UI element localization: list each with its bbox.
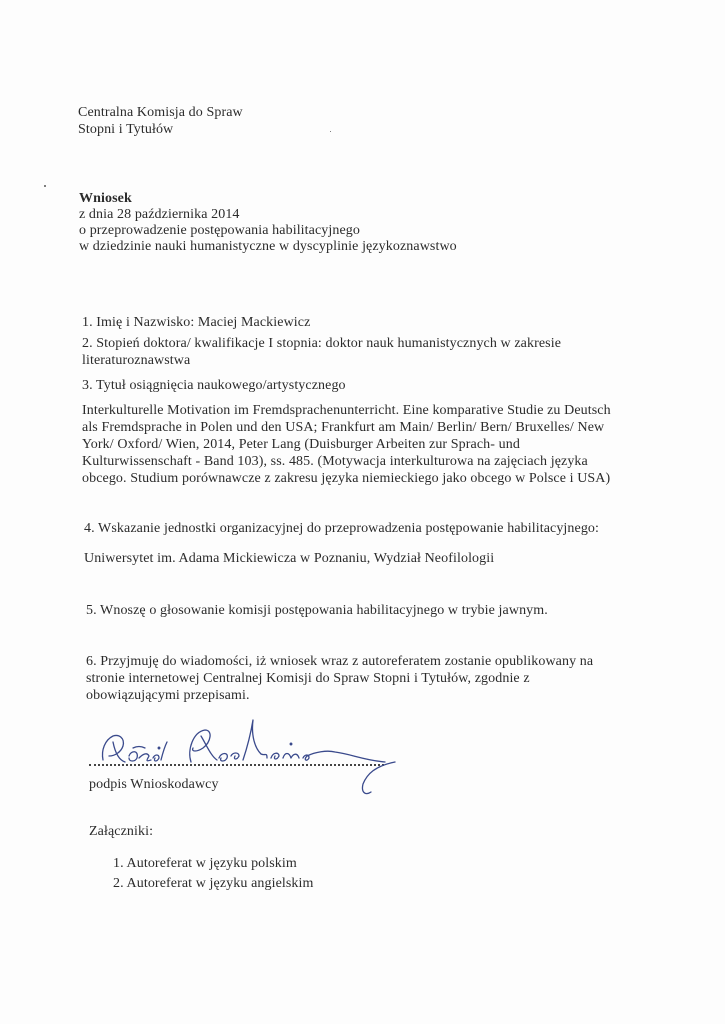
item-3-text-line-3: York/ Oxford/ Wien, 2014, Peter Lang (Duisburger Arbeiten zur Sprach- und — [82, 437, 520, 452]
item-6-line-3: obowiązującymi przepisami. — [86, 688, 250, 703]
document-title: Wniosek — [79, 191, 132, 206]
item-3-text-line-5: obcego. Studium porównawcze z zakresu języka niemieckiego jako obcego w Polsce i USA) — [82, 471, 611, 486]
recipient-line-2: Stopni i Tytułów — [78, 122, 174, 137]
item-3-text-line-4: Kulturwissenschaft - Band 103), ss. 485. (Motywacja interkulturowa na zajęciach języka — [82, 454, 588, 469]
item-6-line-1: 6. Przyjmuję do wiadomości, iż wniosek wraz z autoreferatem zostanie opublikowany na — [86, 654, 594, 669]
signature-caption: podpis Wnioskodawcy — [89, 777, 219, 792]
date-line: z dnia 28 października 2014 — [79, 207, 240, 222]
recipient-line-1: Centralna Komisja do Spraw — [78, 105, 243, 120]
item-1-name: 1. Imię i Nazwisko: Maciej Mackiewicz — [82, 315, 311, 330]
attachments-heading: Załączniki: — [89, 824, 154, 839]
item-2-line-2: literaturoznawstwa — [82, 353, 191, 368]
scan-speck — [44, 185, 46, 187]
item-6-line-2: stronie internetowej Centralnej Komisji do Spraw Stopni i Tytułów, zgodnie z — [86, 671, 530, 686]
item-3-text-line-2: als Fremdsprache in Polen und den USA; Frankfurt am Main/ Berlin/ Bern/ Bruxelles/ New — [82, 420, 605, 435]
purpose-line-2: w dziedzinie nauki humanistyczne w dyscyplinie językoznawstwo — [79, 239, 457, 254]
item-3-text-line-1: Interkulturelle Motivation im Fremdsprachenunterricht. Eine komparative Studie zu Deutsch — [82, 403, 611, 418]
item-5-text: 5. Wnoszę o głosowanie komisji postępowania habilitacyjnego w trybie jawnym. — [86, 603, 548, 618]
item-4-heading: 4. Wskazanie jednostki organizacyjnej do przeprowadzenia postępowanie habilitacyjnego: — [84, 521, 600, 536]
item-2-line-1: 2. Stopień doktora/ kwalifikacje I stopnia: doktor nauk humanistycznych w zakresie — [82, 336, 562, 351]
purpose-line-1: o przeprowadzenie postępowania habilitacyjnego — [79, 223, 360, 238]
item-3-heading: 3. Tytuł osiągnięcia naukowego/artystycznego — [82, 378, 346, 393]
attachment-item: 1. Autoreferat w języku polskim — [113, 856, 297, 871]
scan-speck — [330, 131, 331, 132]
item-4-text: Uniwersytet im. Adama Mickiewicza w Poznaniu, Wydział Neofilologii — [84, 551, 495, 566]
attachment-item: 2. Autoreferat w języku angielskim — [113, 876, 314, 891]
